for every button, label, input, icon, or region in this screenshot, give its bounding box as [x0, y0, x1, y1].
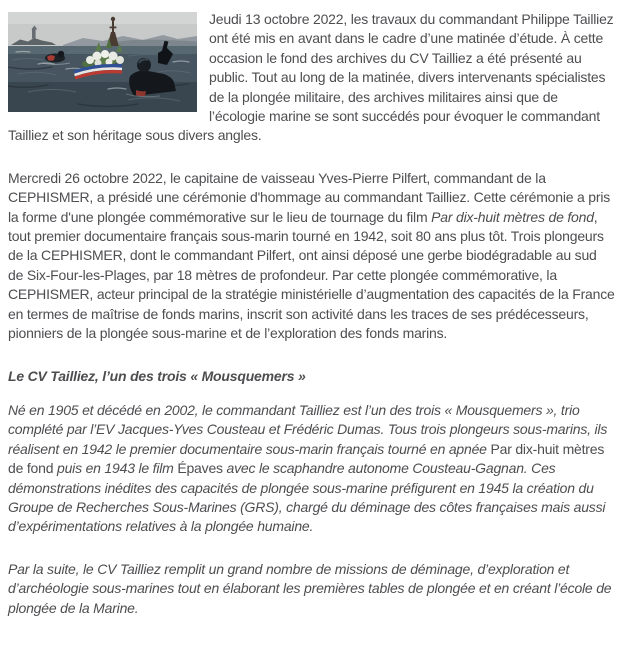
paragraph-2	[8, 169, 615, 344]
film-title-par-dix-huit-metres-de-fond: Par dix-huit mètres de fond	[431, 208, 594, 225]
commemorative-dive-photo-illustration	[8, 12, 197, 112]
film-title-par-dix-huit-metres-de-fond: Par dix-huit mètres de fond	[8, 440, 605, 477]
film-title-epaves: Épaves	[177, 460, 223, 477]
section-heading: Le CV Tailliez, l’un des trois « Mousquemers »	[8, 367, 306, 384]
paragraph-3-text-2: puis en 1943 le film	[53, 460, 178, 477]
paragraph-3-text-1: Né en 1905 et décédé en 2002, le commandant Tailliez est l’un des trois « Mousquemers », trio complété par l’EV Jacques-Yves Cousteau et Frédéric Dumas. Tous trois plongeurs sous-marins, ils réalisent en 1942 le premier documentaire sous-marin français tourné en apnée	[8, 401, 608, 457]
paragraph-2-text-1: Mercredi 26 octobre 2022, le capitaine de vaisseau Yves-Pierre Pilfert, commandant de la CEPHISMER, a présidé une cérémonie d'hommage au commandant Tailliez. Cette cérémonie a pris la forme d'une plongée commémorative sur le lieu de tournage du film	[8, 169, 611, 225]
paragraph-4: Par la suite, le CV Tailliez remplit un grand nombre de missions de déminage, d’exploration et d’archéologie sous-marines tout en élaborant les premières tables de plongée et en créant l’école de plongée de la Marine.	[8, 560, 612, 616]
paragraph-1: Jeudi 13 octobre 2022, les travaux du commandant Philippe Tailliez ont été mis en avant dans le cadre d’une matinée d’étude. À cette occasion le fond des archives du CV Tailliez a été présenté au public. Tout au long de la matinée, divers intervenants spécialistes de la plongée militaire, des archives militaires ainsi que de l’écologie marine se sont succédés pour évoquer le commandant Tailliez et son héritage sous divers angles.	[8, 11, 614, 144]
paragraph-2-text-2: , tout premier documentaire français sous-marin tourné en 1942, soit 80 ans plus tôt. Trois plongeurs de la CEPHISMER, dont le commandant Pilfert, ont ainsi déposé une gerbe biodégradable au sud de Six-Four-les-Plages, par 18 mètres de profondeur. Par cette plongée commémorative, la CEPHISMER, acteur principal de la stratégie ministérielle d’augmentation des capacités de la France en termes de maîtrise de fonds marins, inscrit son activité dans les traces de ses prédécesseurs, pionniers de la plongée sous-marine et de l’exploration des fonds marins.	[8, 208, 615, 342]
article-photo	[8, 12, 197, 112]
paragraph-3-text-3: avec le scaphandre autonome Cousteau-Gagnan. Ces démonstrations inédites des capacités de plongée sous-marine préfigurent en 1945 la création du Groupe de Recherches Sous-Marines (GRS), chargé du déminage des côtes françaises mais aussi d’expérimentations relatives à la plongée humaine.	[8, 460, 606, 535]
paragraph-3	[8, 401, 615, 537]
